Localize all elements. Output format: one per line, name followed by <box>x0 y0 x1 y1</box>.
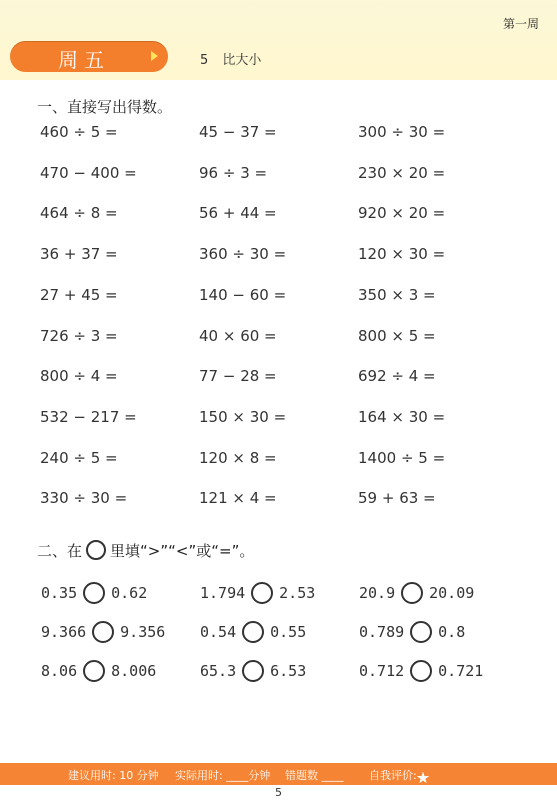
calculation-item: 59 + 63 = <box>358 489 436 508</box>
answer-circle[interactable] <box>410 660 432 682</box>
comparison-item <box>200 621 306 643</box>
calculation-item: 45 − 37 = <box>199 123 277 141</box>
comparison-item <box>359 582 474 604</box>
left-number: 8.06 <box>41 662 78 680</box>
calculation-item: 464 ÷ 8 = <box>40 204 118 223</box>
right-number: 0.55 <box>270 623 307 641</box>
footer-bar <box>0 763 557 785</box>
calculation-item: 40 × 60 = <box>199 326 277 345</box>
section2-title-suffix: 里填“>”“<”或“=”。 <box>110 542 255 560</box>
calculation-item: 36 + 37 = <box>40 245 118 264</box>
calculation-item: 77 − 28 = <box>199 367 277 386</box>
calculation-item: 230 × 20 = <box>358 163 446 182</box>
calculation-item: 800 × 5 = <box>358 326 436 345</box>
section2-title-prefix: 二、在 <box>37 542 83 560</box>
calculation-item: 27 + 45 = <box>40 285 118 304</box>
lesson-title: 比大小 <box>222 53 262 68</box>
right-number: 6.53 <box>270 662 307 680</box>
answer-circle[interactable] <box>83 582 105 604</box>
answer-circle[interactable] <box>83 660 105 682</box>
comparison-item <box>41 660 156 682</box>
calculation-item: 96 ÷ 3 = <box>199 163 268 182</box>
star-icon[interactable] <box>417 772 429 784</box>
section1-title: 一、直接写出得数。 <box>37 98 173 116</box>
left-number: 0.789 <box>359 623 405 641</box>
right-number: 8.006 <box>111 662 157 680</box>
right-number: 0.62 <box>111 584 148 602</box>
calculation-item: 140 − 60 = <box>199 285 287 304</box>
answer-circle[interactable] <box>92 621 114 643</box>
calculation-item: 350 × 3 = <box>358 285 436 304</box>
right-number: 0.721 <box>438 662 484 680</box>
right-number: 2.53 <box>279 584 316 602</box>
answer-circle[interactable] <box>251 582 273 604</box>
comparison-item <box>200 660 306 682</box>
calculation-item: 1400 ÷ 5 = <box>358 448 446 467</box>
day-label: 周五 <box>58 48 110 72</box>
calculation-item: 532 − 217 = <box>40 407 137 426</box>
left-number: 65.3 <box>200 662 237 680</box>
calculation-item: 120 × 30 = <box>358 245 446 264</box>
week-label: 第一周 <box>502 17 539 31</box>
left-number: 9.366 <box>41 623 87 641</box>
left-number: 0.712 <box>359 662 405 680</box>
lesson-heading <box>200 49 261 68</box>
left-number: 0.54 <box>200 623 237 641</box>
right-number: 20.09 <box>429 584 475 602</box>
calculation-item: 121 × 4 = <box>199 489 277 508</box>
calculation-item: 56 + 44 = <box>199 204 277 223</box>
calculation-item: 920 × 20 = <box>358 204 446 223</box>
self-evaluation-label: 自我评价: <box>369 769 417 782</box>
calculation-item: 360 ÷ 30 = <box>199 245 287 264</box>
left-number: 20.9 <box>359 584 396 602</box>
comparison-item <box>200 582 315 604</box>
page-number: 5 <box>275 786 282 799</box>
left-number: 1.794 <box>200 584 246 602</box>
right-number: 0.8 <box>438 623 466 641</box>
calculation-item: 726 ÷ 3 = <box>40 326 118 345</box>
comparison-item <box>359 660 483 682</box>
day-tab <box>10 41 168 72</box>
calculation-item: 330 ÷ 30 = <box>40 489 128 508</box>
calculation-item: 692 ÷ 4 = <box>358 367 436 386</box>
triangle-arrow-icon <box>151 51 158 61</box>
calculation-item: 150 × 30 = <box>199 407 287 426</box>
comparison-item <box>41 582 147 604</box>
actual-time: 实际用时: ____分钟 <box>175 769 271 782</box>
circle-icon <box>86 540 106 560</box>
answer-circle[interactable] <box>401 582 423 604</box>
calculation-item: 164 × 30 = <box>358 407 446 426</box>
lesson-number: 5 <box>200 53 209 68</box>
calculation-item: 240 ÷ 5 = <box>40 448 118 467</box>
calculation-item: 120 × 8 = <box>199 448 277 467</box>
calculation-item: 470 − 400 = <box>40 163 137 182</box>
answer-circle[interactable] <box>242 621 264 643</box>
error-count: 错题数 ____ <box>285 769 344 782</box>
suggested-time: 建议用时: 10 分钟 <box>68 769 159 782</box>
section2-title <box>37 540 254 561</box>
comparison-item <box>359 621 465 643</box>
calculation-item: 800 ÷ 4 = <box>40 367 118 386</box>
calculation-item: 300 ÷ 30 = <box>358 123 446 141</box>
answer-circle[interactable] <box>410 621 432 643</box>
left-number: 0.35 <box>41 584 78 602</box>
answer-circle[interactable] <box>242 660 264 682</box>
comparison-item <box>41 621 165 643</box>
right-number: 9.356 <box>120 623 166 641</box>
calculation-item: 460 ÷ 5 = <box>40 123 118 141</box>
